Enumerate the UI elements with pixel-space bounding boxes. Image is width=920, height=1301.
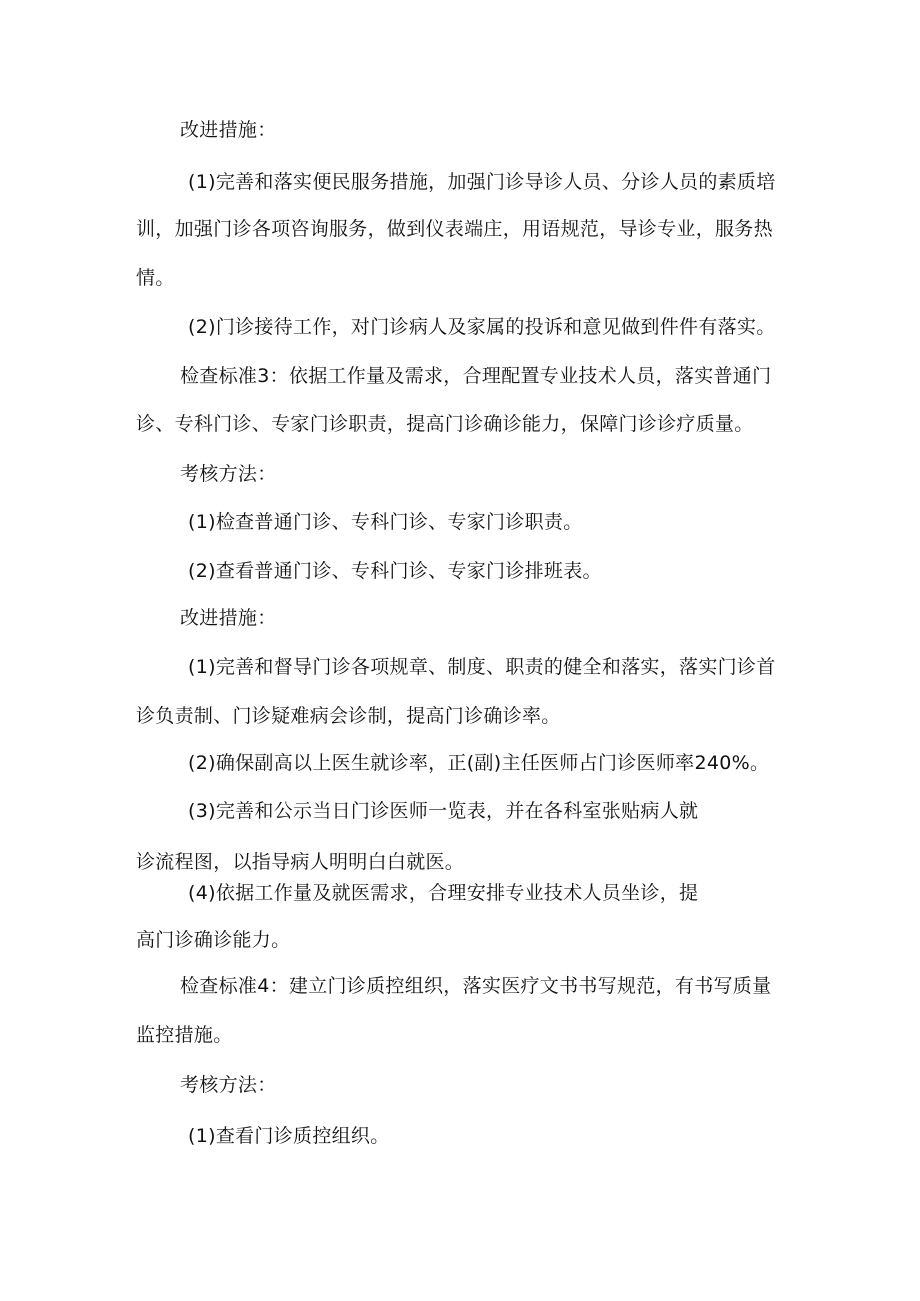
paragraph-heading: 考核方法：: [180, 463, 277, 485]
paragraph-line: (4)依据工作量及就医需求，合理安排专业技术人员坐诊，提: [188, 882, 699, 904]
paragraph-line: 高门诊确诊能力。: [136, 929, 291, 951]
paragraph-line: 情。: [136, 267, 175, 289]
paragraph-line: (1)检查普通门诊、专科门诊、专家门诊职责。: [188, 511, 583, 533]
paragraph-line: (2)确保副高以上医生就诊率，正(副)主任医师占门诊医师率240%。: [188, 752, 770, 774]
paragraph-line: (1)完善和督导门诊各项规章、制度、职责的健全和落实，落实门诊首: [188, 656, 776, 678]
paragraph-line: 诊、专科门诊、专家门诊职责，提高门诊确诊能力，保障门诊诊疗质量。: [136, 413, 754, 435]
paragraph-line: 训，加强门诊各项咨询服务，做到仪表端庄，用语规范，导诊专业，服务热: [136, 218, 773, 240]
paragraph-line: 检查标准3：依据工作量及需求，合理配置专业技术人员，落实普通门: [180, 365, 772, 387]
paragraph-heading: 改进措施：: [180, 119, 277, 141]
paragraph-line: 监控措施。: [136, 1024, 233, 1046]
paragraph-line: (1)完善和落实便民服务措施，加强门诊导诊人员、分诊人员的素质培: [188, 171, 776, 193]
paragraph-line: (1)查看门诊质控组织。: [188, 1125, 390, 1147]
paragraph-heading: 改进措施：: [180, 607, 277, 629]
paragraph-line: (2)门诊接待工作，对门诊病人及家属的投诉和意见做到件件有落实。: [188, 316, 776, 338]
paragraph-line: 诊流程图，以指导病人明明白白就医。: [136, 851, 465, 873]
paragraph-line: (3)完善和公示当日门诊医师一览表，并在各科室张贴病人就: [188, 800, 699, 822]
paragraph-line: (2)查看普通门诊、专科门诊、专家门诊排班表。: [188, 560, 602, 582]
paragraph-line: 检查标准4：建立门诊质控组织，落实医疗文书书写规范，有书写质量: [180, 975, 772, 997]
paragraph-heading: 考核方法：: [180, 1074, 277, 1096]
paragraph-line: 诊负责制、门诊疑难病会诊制，提高门诊确诊率。: [136, 705, 561, 727]
